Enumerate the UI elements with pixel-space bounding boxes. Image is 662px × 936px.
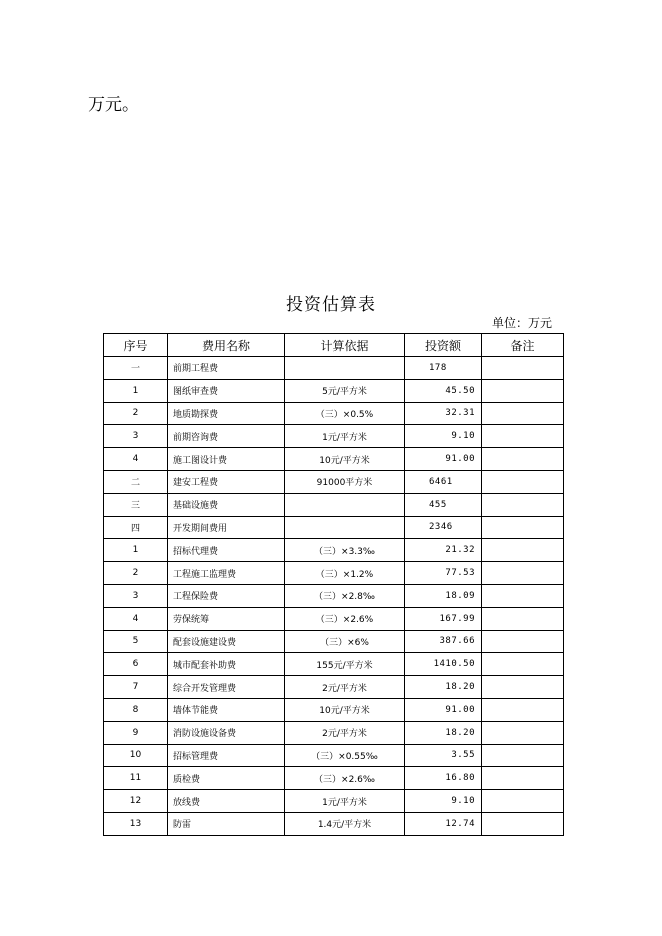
row-remark [482, 379, 564, 402]
row-basis: 2元/平方米 [285, 676, 405, 699]
table-row [104, 379, 564, 402]
row-seq: 10 [104, 744, 168, 767]
row-seq: 四 [104, 516, 168, 539]
row-seq: 9 [104, 721, 168, 744]
row-remark [482, 470, 564, 493]
row-remark [482, 562, 564, 585]
row-seq: 6 [104, 653, 168, 676]
row-seq: 8 [104, 698, 168, 721]
table-row [104, 698, 564, 721]
row-remark [482, 357, 564, 380]
row-name: 墙体节能费 [168, 698, 285, 721]
row-remark [482, 630, 564, 653]
row-basis [285, 357, 405, 380]
table-row [104, 402, 564, 425]
row-amount: 455 [405, 493, 482, 516]
row-basis: 2元/平方米 [285, 721, 405, 744]
row-amount: 6461 [405, 470, 482, 493]
row-basis: （三）×0.5% [285, 402, 405, 425]
row-seq: 一 [104, 357, 168, 380]
table-row [104, 767, 564, 790]
row-remark [482, 493, 564, 516]
table-row [104, 584, 564, 607]
table-row [104, 425, 564, 448]
row-remark [482, 584, 564, 607]
row-amount: 18.09 [405, 584, 482, 607]
row-basis: 10元/平方米 [285, 448, 405, 471]
row-amount: 32.31 [405, 402, 482, 425]
row-name: 招标代理费 [168, 539, 285, 562]
row-seq: 1 [104, 539, 168, 562]
row-amount: 2346 [405, 516, 482, 539]
row-name: 建安工程费 [168, 470, 285, 493]
row-amount: 3.55 [405, 744, 482, 767]
row-remark [482, 402, 564, 425]
header-seq: 序号 [104, 334, 168, 357]
row-basis: 1元/平方米 [285, 790, 405, 813]
row-basis: 155元/平方米 [285, 653, 405, 676]
row-name: 工程保险费 [168, 584, 285, 607]
row-amount: 9.10 [405, 425, 482, 448]
row-remark [482, 425, 564, 448]
table-row [104, 607, 564, 630]
header-amount: 投资额 [405, 334, 482, 357]
row-basis: 91000平方米 [285, 470, 405, 493]
row-remark [482, 676, 564, 699]
row-name: 工程施工监理费 [168, 562, 285, 585]
row-name: 质检费 [168, 767, 285, 790]
row-seq: 12 [104, 790, 168, 813]
row-amount: 18.20 [405, 721, 482, 744]
row-basis: （三）×0.55‰ [285, 744, 405, 767]
row-amount: 16.80 [405, 767, 482, 790]
row-remark [482, 539, 564, 562]
row-name: 防雷 [168, 812, 285, 835]
row-name: 消防设施设备费 [168, 721, 285, 744]
row-amount: 1410.50 [405, 653, 482, 676]
table-row [104, 630, 564, 653]
row-remark [482, 744, 564, 767]
row-amount: 9.10 [405, 790, 482, 813]
row-remark [482, 607, 564, 630]
table-row [104, 653, 564, 676]
header-basis: 计算依据 [285, 334, 405, 357]
table-row [104, 357, 564, 380]
row-basis: （三）×1.2% [285, 562, 405, 585]
row-basis: 1元/平方米 [285, 425, 405, 448]
row-seq: 5 [104, 630, 168, 653]
row-amount: 387.66 [405, 630, 482, 653]
table-row [104, 539, 564, 562]
row-amount: 45.50 [405, 379, 482, 402]
row-basis: （三）×6% [285, 630, 405, 653]
table-row [104, 790, 564, 813]
row-basis: （三）×2.8‰ [285, 584, 405, 607]
row-remark [482, 698, 564, 721]
row-remark [482, 516, 564, 539]
table-row [104, 744, 564, 767]
row-amount: 167.99 [405, 607, 482, 630]
row-name: 配套设施建设费 [168, 630, 285, 653]
row-seq: 4 [104, 448, 168, 471]
row-amount: 178 [405, 357, 482, 380]
row-remark [482, 790, 564, 813]
row-remark [482, 653, 564, 676]
row-name: 前期工程费 [168, 357, 285, 380]
row-basis [285, 516, 405, 539]
row-seq: 13 [104, 812, 168, 835]
row-seq: 7 [104, 676, 168, 699]
table-body [104, 357, 564, 836]
table-row [104, 676, 564, 699]
row-basis: 5元/平方米 [285, 379, 405, 402]
row-basis: （三）×2.6% [285, 607, 405, 630]
row-amount: 12.74 [405, 812, 482, 835]
row-amount: 91.00 [405, 448, 482, 471]
row-remark [482, 448, 564, 471]
row-seq: 4 [104, 607, 168, 630]
table-row [104, 721, 564, 744]
row-name: 施工图设计费 [168, 448, 285, 471]
header-name: 费用名称 [168, 334, 285, 357]
row-remark [482, 812, 564, 835]
row-basis: （三）×3.3‰ [285, 539, 405, 562]
row-name: 综合开发管理费 [168, 676, 285, 699]
row-seq: 三 [104, 493, 168, 516]
row-basis: 1.4元/平方米 [285, 812, 405, 835]
row-name: 劳保统筹 [168, 607, 285, 630]
row-seq: 2 [104, 402, 168, 425]
row-name: 前期咨询费 [168, 425, 285, 448]
row-amount: 21.32 [405, 539, 482, 562]
row-amount: 77.53 [405, 562, 482, 585]
row-name: 基础设施费 [168, 493, 285, 516]
table-row [104, 562, 564, 585]
row-basis: （三）×2.6‰ [285, 767, 405, 790]
row-remark [482, 721, 564, 744]
row-name: 城市配套补助费 [168, 653, 285, 676]
row-seq: 3 [104, 425, 168, 448]
unit-label: 单位：万元 [492, 316, 553, 330]
table-header-row [104, 334, 564, 357]
row-name: 放线费 [168, 790, 285, 813]
row-seq: 3 [104, 584, 168, 607]
row-name: 图纸审查费 [168, 379, 285, 402]
row-seq: 2 [104, 562, 168, 585]
row-name: 招标管理费 [168, 744, 285, 767]
row-amount: 91.00 [405, 698, 482, 721]
row-basis: 10元/平方米 [285, 698, 405, 721]
table-row [104, 516, 564, 539]
table-title: 投资估算表 [286, 295, 376, 315]
row-name: 地质勘探费 [168, 402, 285, 425]
row-name: 开发期间费用 [168, 516, 285, 539]
table-row [104, 812, 564, 835]
table-row [104, 470, 564, 493]
lead-text: 万元。 [88, 95, 139, 115]
row-seq: 11 [104, 767, 168, 790]
table-row [104, 493, 564, 516]
investment-estimate-table [103, 333, 564, 836]
row-seq: 二 [104, 470, 168, 493]
row-seq: 1 [104, 379, 168, 402]
header-remark: 备注 [482, 334, 564, 357]
row-remark [482, 767, 564, 790]
row-amount: 18.20 [405, 676, 482, 699]
table-row [104, 448, 564, 471]
row-basis [285, 493, 405, 516]
